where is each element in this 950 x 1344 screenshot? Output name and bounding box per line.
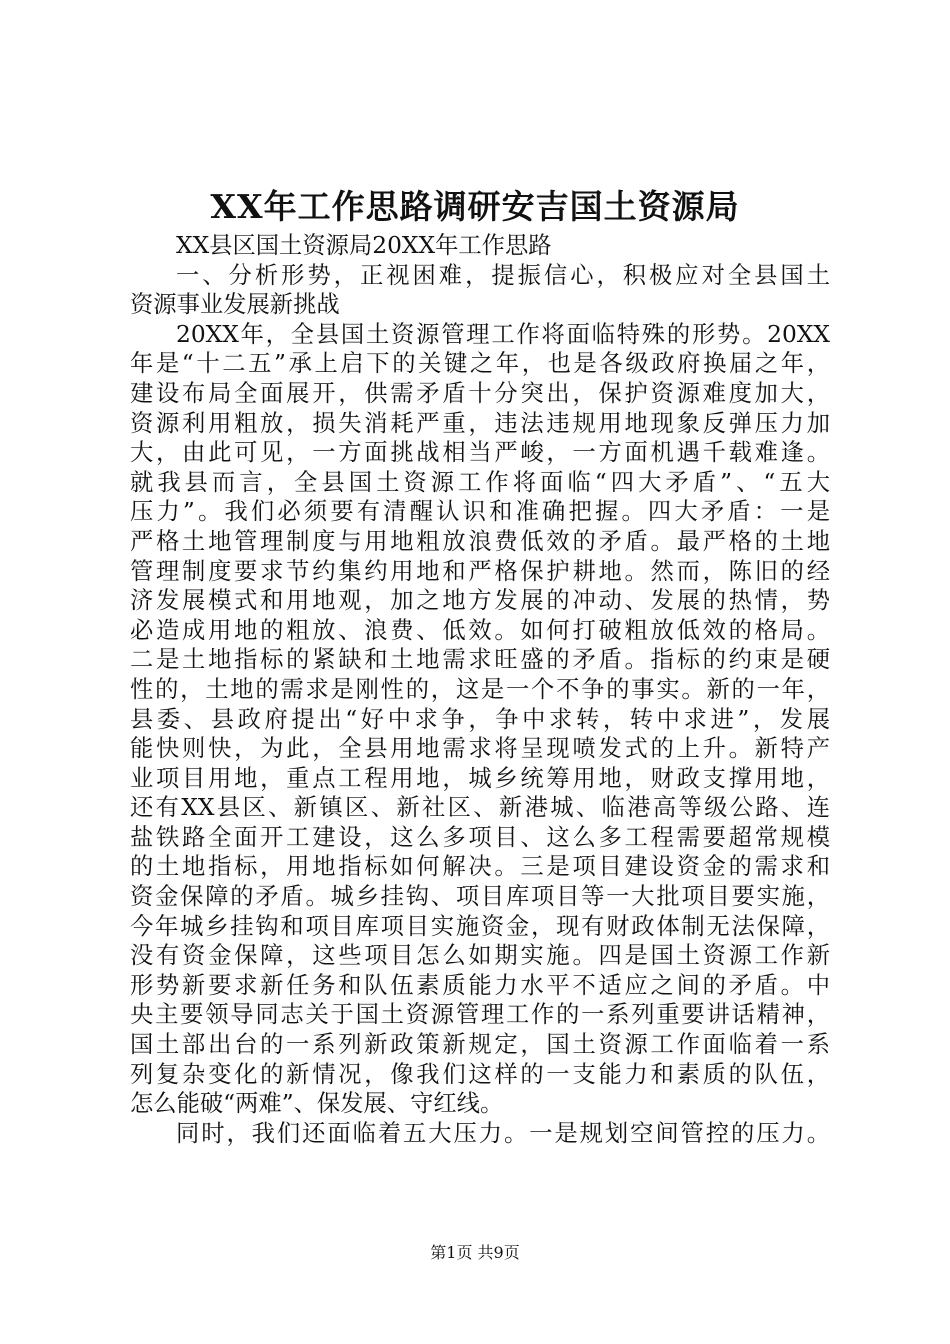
body-line: 国土部出台的一系列新政策新规定，国土资源工作面临着一系	[130, 1031, 830, 1059]
body-line: 县委、县政府提出“好中求争，争中求转，转中求进”，发展	[130, 705, 830, 733]
body-line: 业项目用地，重点工程用地，城乡统筹用地，财政支撑用地，	[130, 764, 830, 792]
body-line: 盐铁路全面开工建设，这么多项目、这么多工程需要超常规模	[130, 823, 830, 851]
body-line: 没有资金保障，这些项目怎么如期实施。四是国土资源工作新	[130, 942, 830, 970]
body-line: 20XX年，全县国土资源管理工作将面临特殊的形势。20XX	[176, 320, 830, 348]
body-line: 一、分析形势，正视困难，提振信心，积极应对全县国土	[176, 261, 830, 289]
body-line: 建设布局全面展开，供需矛盾十分突出，保护资源难度加大，	[130, 379, 830, 407]
body-line: 就我县而言，全县国土资源工作将面临“四大矛盾”、“五大	[130, 468, 830, 496]
body-line: 二是土地指标的紧缺和土地需求旺盛的矛盾。指标的约束是硬	[130, 646, 830, 674]
body-line: 资源事业发展新挑战	[130, 291, 340, 319]
body-line: 大，由此可见，一方面挑战相当严峻，一方面机遇千载难逢。	[130, 439, 830, 467]
body-line: 形势新要求新任务和队伍素质能力水平不适应之间的矛盾。中	[130, 971, 830, 999]
body-line: 央主要领导同志关于国土资源管理工作的一系列重要讲话精神，	[130, 1001, 830, 1029]
body-line: 资金保障的矛盾。城乡挂钩、项目库项目等一大批项目要实施，	[130, 883, 830, 911]
body-line: 怎么能破“两难”、保发展、守红线。	[130, 1090, 504, 1118]
body-line: 列复杂变化的新情况，像我们这样的一支能力和素质的队伍，	[130, 1060, 830, 1088]
body-line: 年是“十二五”承上启下的关键之年，也是各级政府换届之年，	[130, 350, 830, 378]
page-number-footer: 第1页 共9页	[430, 1243, 520, 1262]
body-line: 今年城乡挂钩和项目库项目实施资金，现有财政体制无法保障，	[130, 912, 830, 940]
body-line: 管理制度要求节约集约用地和严格保护耕地。然而，陈旧的经	[130, 557, 830, 585]
body-line: 能快则快，为此，全县用地需求将呈现喷发式的上升。新特产	[130, 735, 830, 763]
body-line: 性的，土地的需求是刚性的，这是一个不争的事实。新的一年，	[130, 675, 830, 703]
body-line: XX县区国土资源局20XX年工作思路	[176, 232, 552, 259]
body-line: 压力”。我们必须要有清醒认识和准确把握。四大矛盾：一是	[130, 498, 830, 526]
body-line: 济发展模式和用地观，加之地方发展的冲动、发展的热情，势	[130, 587, 830, 615]
document-body	[130, 231, 830, 1148]
body-line: 必造成用地的粗放、浪费、低效。如何打破粗放低效的格局。	[130, 616, 830, 644]
body-line: 同时，我们还面临着五大压力。一是规划空间管控的压力。	[176, 1119, 830, 1147]
body-line: 严格土地管理制度与用地粗放浪费低效的矛盾。最严格的土地	[130, 527, 830, 555]
body-line: 资源利用粗放，损失消耗严重，违法违规用地现象反弹压力加	[130, 409, 830, 437]
document-title: XX年工作思路调研安吉国土资源局	[210, 187, 740, 226]
body-line: 的土地指标，用地指标如何解决。三是项目建设资金的需求和	[130, 853, 830, 881]
body-line: 还有XX县区、新镇区、新社区、新港城、临港高等级公路、连	[130, 794, 830, 822]
